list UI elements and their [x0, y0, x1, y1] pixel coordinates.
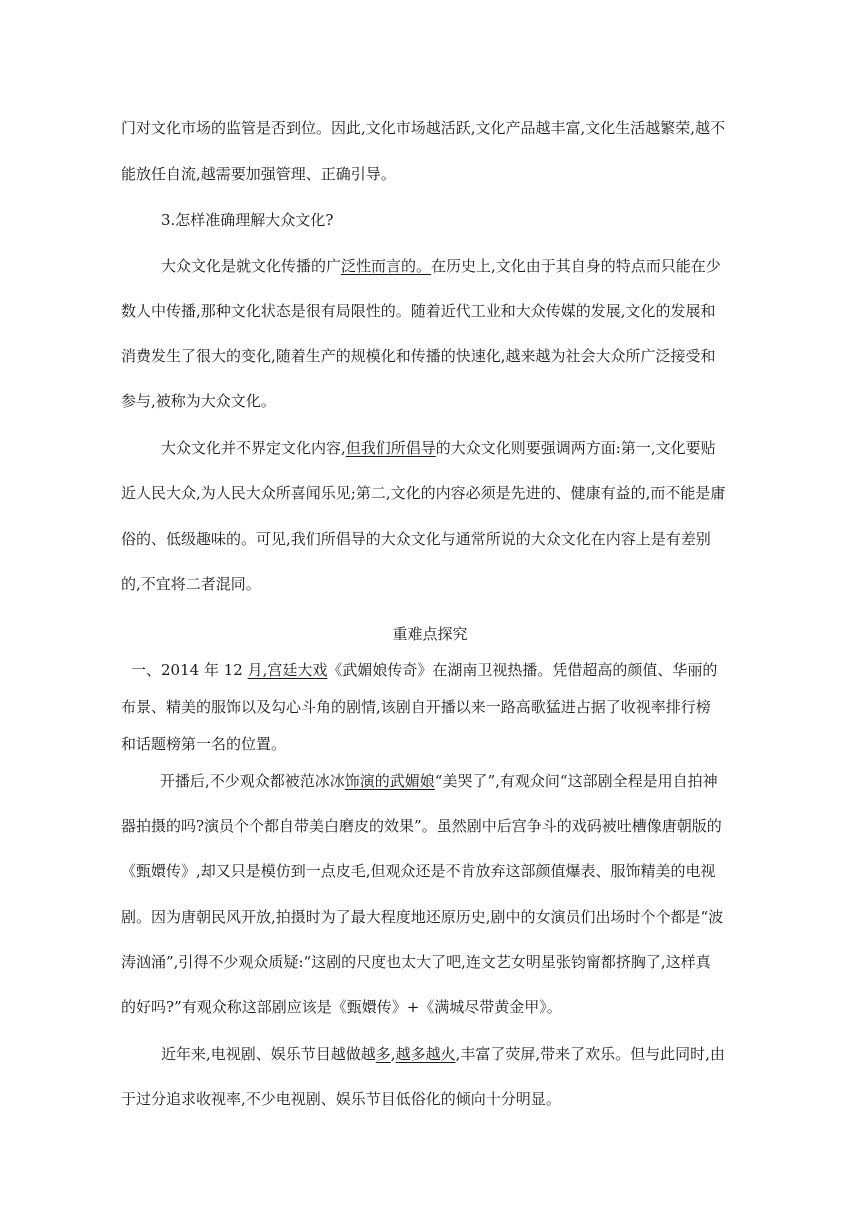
underlined-text: 饰演的武媚娘 — [344, 772, 435, 790]
text-segment: , — [390, 1045, 396, 1063]
section-title: 重难点探究 — [392, 625, 468, 643]
paragraph-2-line-1 — [0, 256, 860, 276]
paragraph-5-line-1 — [0, 771, 860, 791]
underlined-text: 多 — [375, 1045, 391, 1063]
underlined-text: 越多越火 — [395, 1045, 456, 1063]
underlined-text: 月,宫廷大戏 — [247, 661, 328, 679]
paragraph-2-line-4: 参与,被称为大众文化。 — [121, 392, 276, 410]
paragraph-3-line-3: 俗的、低级趣味的。可见,我们所倡导的大众文化与通常所说的大众文化在内容上是有差别 — [121, 530, 711, 548]
underlined-text: 泛性而言的。 — [341, 257, 432, 275]
paragraph-4-line-3: 和话题榜第一名的位置。 — [121, 735, 287, 753]
paragraph-5-line-6: 的好吗?”有观众称这部剧应该是《甄嬛传》+《满城尽带黄金甲》。 — [121, 998, 562, 1016]
paragraph-3-line-2: 近人民大众,为人民大众所喜闻乐见;第二,文化的内容必须是先进的、健康有益的,而不能是庸 — [121, 484, 726, 502]
paragraph-3-line-1 — [0, 438, 860, 458]
question-heading: 3.怎样准确理解大众文化? — [161, 211, 334, 229]
paragraph-1-line-1: 门对文化市场的监管是否到位。因此,文化市场越活跃,文化产品越丰富,文化生活越繁荣,越不 — [121, 119, 726, 137]
underlined-text: 但我们所倡导 — [345, 439, 436, 457]
paragraph-3-line-4: 的,不宜将二者混同。 — [121, 575, 261, 593]
text-segment: 近年来,电视剧、娱乐节目越做越 — [161, 1045, 376, 1063]
text-segment: 大众文化并不界定文化内容, — [161, 439, 346, 457]
paragraph-4-line-1 — [0, 660, 860, 680]
text-segment: 《武媚娘传奇》在湖南卫视热播。凭借超高的颜值、华丽的 — [327, 661, 718, 679]
text-segment: 在历史上,文化由于其自身的特点而只能在少 — [431, 257, 721, 275]
paragraph-5-line-4: 剧。因为唐朝民风开放,拍摄时为了最大程度地还原历史,剧中的女演员们出场时个个都是“波 — [121, 908, 724, 926]
paragraph-1-line-2: 能放任自流,越需要加强管理、正确引导。 — [121, 165, 396, 183]
paragraph-5-line-3: 《甄嬛传》,却又只是模仿到一点皮毛,但观众还是不肯放弃这部颜值爆表、服饰精美的电视 — [121, 862, 716, 880]
text-segment: 的大众文化则要强调两方面:第一,文化要贴 — [435, 439, 716, 457]
text-segment: 一、2014 年 12 — [131, 661, 248, 679]
paragraph-4-line-2: 布景、精美的服饰以及勾心斗角的剧情,该剧自开播以来一路高歌猛进占据了收视率排行榜 — [121, 698, 711, 716]
paragraph-5-line-2: 器拍摄的吗?演员个个都自带美白磨皮的效果”。虽然剧中后宫争斗的戏码被吐槽像唐朝版的 — [121, 817, 722, 835]
text-segment: “美哭了”,有观众问“这部剧全程是用自拍神 — [434, 772, 718, 790]
paragraph-6-line-2: 于过分追求收视率,不少电视剧、娱乐节目低俗化的倾向十分明显。 — [121, 1090, 561, 1108]
text-segment: 开播后,不少观众都被范冰冰 — [160, 772, 345, 790]
paragraph-6-line-1 — [0, 1044, 860, 1064]
text-segment: 大众文化是就文化传播的广 — [161, 257, 342, 275]
paragraph-2-line-2: 数人中传播,那种文化状态是很有局限性的。随着近代工业和大众传媒的发展,文化的发展和 — [121, 302, 716, 320]
paragraph-5-line-5: 涛汹涌”,引得不少观众质疑:“这剧的尺度也太大了吧,连文艺女明星张钧甯都挤胸了,这样真 — [121, 953, 711, 971]
paragraph-2-line-3: 消费发生了很大的变化,随着生产的规模化和传播的快速化,越来越为社会大众所广泛接受和 — [121, 347, 716, 365]
text-segment: ,丰富了荧屏,带来了欢乐。但与此同时,由 — [455, 1045, 725, 1063]
